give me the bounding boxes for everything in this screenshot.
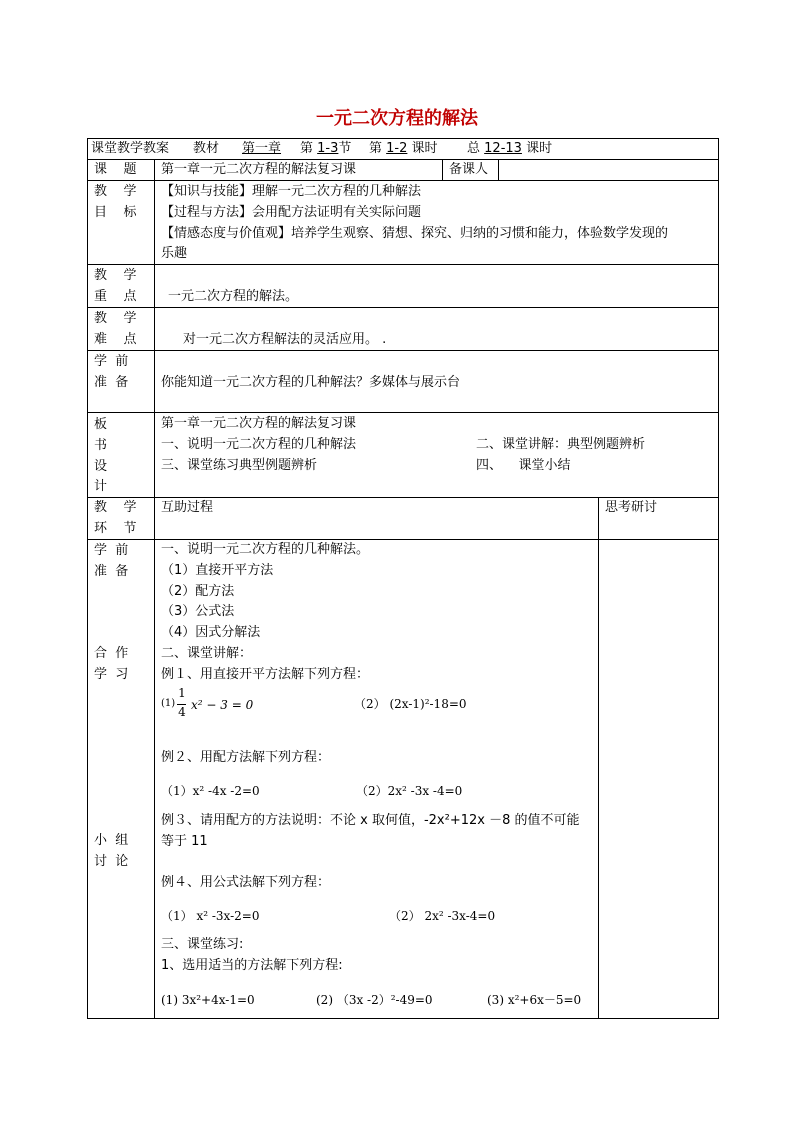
- practice-eq-3: (3) x²+6x－5=0: [487, 993, 582, 1007]
- board-item-1: 一、说明一元二次方程的几种解法: [161, 437, 357, 452]
- section-3-heading: 三、课堂练习:: [161, 937, 244, 952]
- side-pre-1: 学 前: [94, 543, 129, 558]
- board-label-2: 书: [94, 438, 108, 453]
- process-label-1: 教 学: [94, 500, 137, 515]
- difficulty-label-2: 难 点: [94, 332, 137, 347]
- header-prefix: 课堂教学教案: [91, 141, 170, 156]
- topic-value: 第一章一元二次方程的解法复习课: [161, 162, 357, 177]
- example-3-text-cont: 等于 11: [161, 834, 208, 849]
- example-4-eq-2: （2） 2x² -3x-4=0: [389, 909, 496, 923]
- side-pre-2: 准 备: [94, 564, 129, 579]
- goal-process: 【过程与方法】会用配方法证明有关实际问题: [161, 205, 422, 220]
- goal-attitude-cont: 乐趣: [161, 246, 188, 261]
- key-label-1: 教 学: [94, 268, 137, 283]
- side-coop-1: 合 作: [94, 646, 129, 661]
- header-textbook: 教材: [193, 141, 220, 156]
- section-1-heading: 一、说明一元二次方程的几种解法。: [161, 542, 370, 557]
- fraction-denominator: 4: [178, 705, 186, 719]
- preparer-label: 备课人: [449, 162, 489, 177]
- side-group-1: 小 组: [94, 833, 129, 848]
- board-item-4: 四、 课堂小结: [476, 458, 571, 473]
- example-1-eq-2: （2） (2x-1)²-18=0: [354, 697, 467, 711]
- header-total: 总 12-13 课时: [467, 141, 553, 156]
- preparation-value: 你能知道一元二次方程的几种解法？多媒体与展示台: [161, 375, 461, 390]
- process-label-2: 环 节: [94, 521, 137, 536]
- board-item-3: 三、课堂练习典型例题辨析: [161, 458, 318, 473]
- example-2-eq-2: （2）2x² -3x -4=0: [356, 784, 463, 798]
- board-label-4: 计: [94, 479, 108, 494]
- board-label-1: 板: [94, 417, 108, 432]
- example-2-title: 例２、用配方法解下列方程：: [161, 750, 331, 765]
- method-1: （1）直接开平方法: [161, 563, 274, 578]
- key-label-2: 重 点: [94, 289, 137, 304]
- fraction-numerator: 1: [178, 686, 186, 700]
- method-4: （4）因式分解法: [161, 625, 261, 640]
- goals-label-1: 教 学: [94, 184, 137, 199]
- method-3: （3）公式法: [161, 604, 235, 619]
- side-group-2: 讨 论: [94, 854, 129, 869]
- goal-knowledge: 【知识与技能】理解一元二次方程的几种解法: [161, 184, 422, 199]
- document-title: 一元二次方程的解法: [316, 108, 478, 129]
- difficulty-label-1: 教 学: [94, 311, 137, 326]
- goals-label-2: 目 标: [94, 205, 137, 220]
- section-2-heading: 二、课堂讲解：: [161, 646, 253, 661]
- reflect-header: 思考研讨: [605, 500, 658, 515]
- difficulties-value: 对一元二次方程解法的灵活应用。 .: [183, 332, 387, 347]
- process-header: 互助过程: [161, 500, 214, 515]
- header-section: 第 1-3节: [300, 141, 352, 156]
- key-points-value: 一元二次方程的解法。: [168, 289, 299, 304]
- example-2-eq-1: （1）x² -4x -2=0: [161, 784, 260, 798]
- board-label-3: 设: [94, 459, 108, 474]
- example-4-eq-1: （1） x² -3x-2=0: [161, 909, 260, 923]
- board-item-2: 二、课堂讲解：典型例题辨析: [476, 437, 646, 452]
- goal-attitude: 【情感态度与价值观】培养学生观察、猜想、探究、归纳的习惯和能力，体验数学发现的: [161, 226, 669, 241]
- example-3-text: 例３、请用配方的方法说明：不论 x 取何值，-2x²+12x －8 的值不可能: [161, 813, 580, 828]
- example-4-title: 例４、用公式法解下列方程：: [161, 875, 331, 890]
- header-lesson: 第 1-2 课时: [369, 141, 438, 156]
- header-chapter: 第一章: [242, 141, 282, 156]
- example-1-title: 例１、用直接开平方法解下列方程：: [161, 667, 370, 682]
- prep-label-2: 准 备: [94, 375, 129, 390]
- prep-label-1: 学 前: [94, 354, 129, 369]
- side-coop-2: 学 习: [94, 667, 129, 682]
- practice-eq-1: (1) 3x²+4x-1=0: [161, 993, 255, 1007]
- board-title: 第一章一元二次方程的解法复习课: [161, 416, 357, 431]
- topic-label: 课 题: [94, 162, 137, 177]
- method-2: （2）配方法: [161, 584, 235, 599]
- practice-1-title: 1、选用适当的方法解下列方程:: [161, 958, 343, 973]
- practice-eq-2: (2) （3x -2）²-49=0: [316, 993, 433, 1007]
